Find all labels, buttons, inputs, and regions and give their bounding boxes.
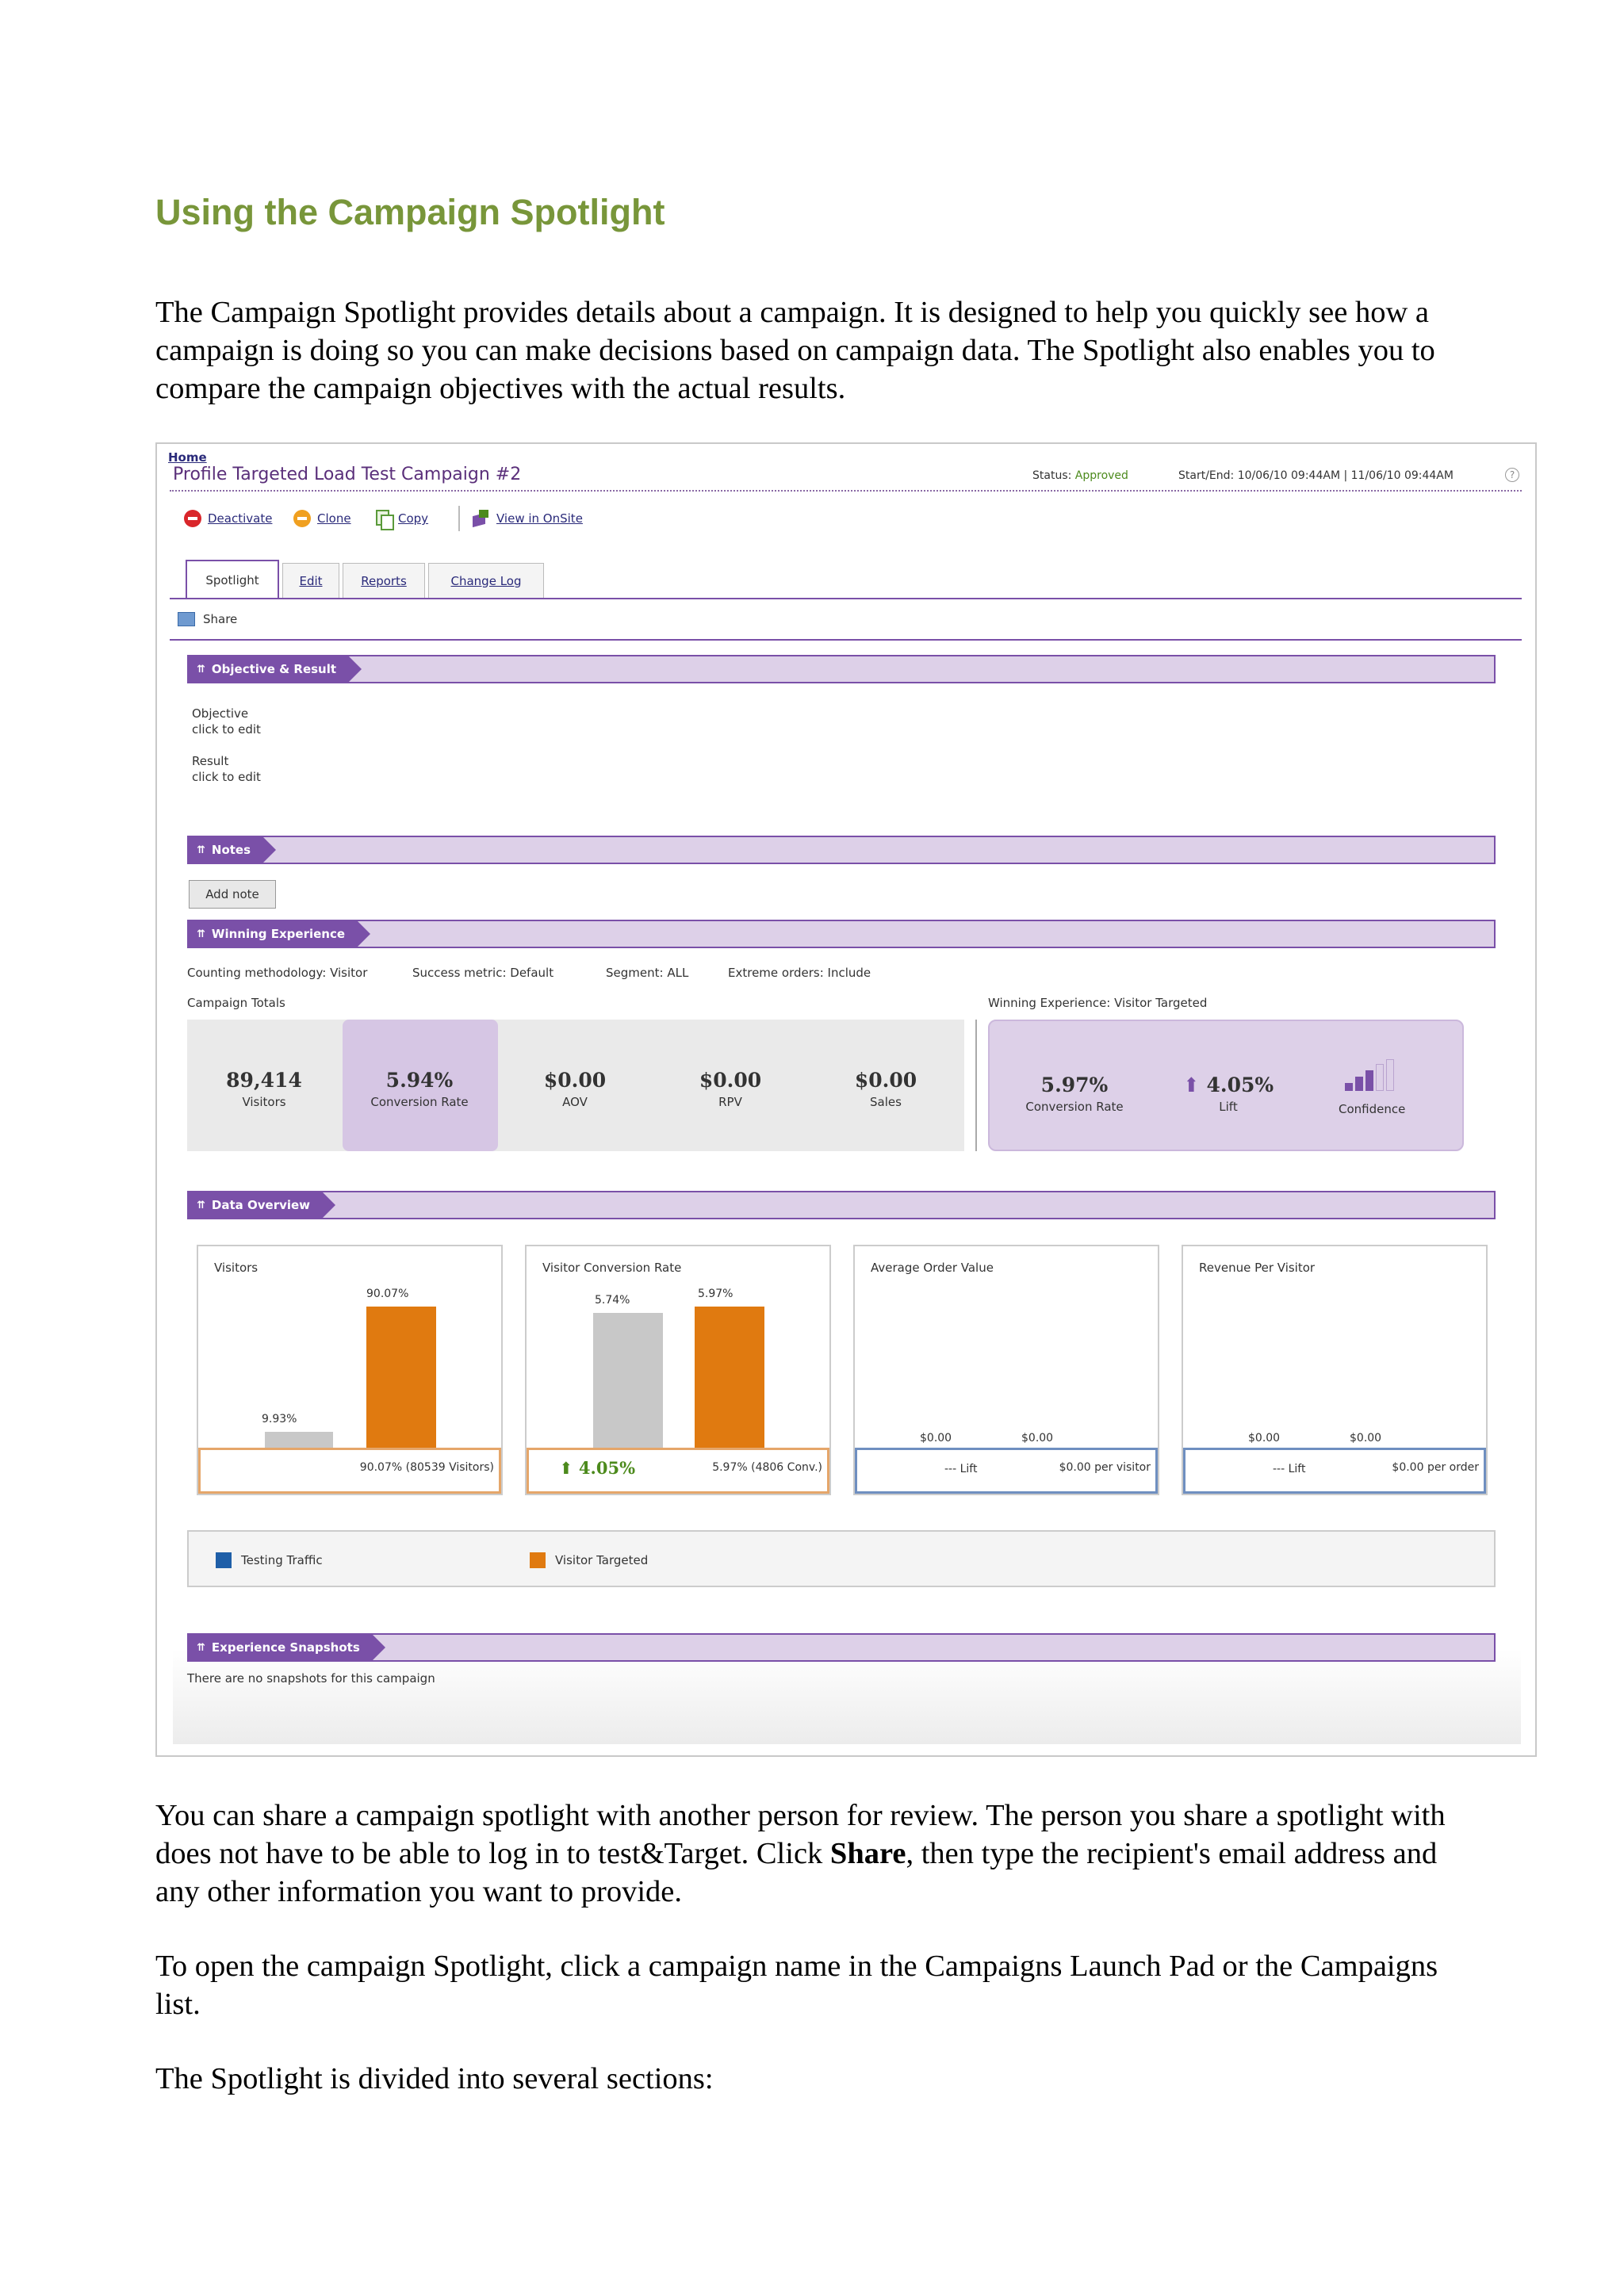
footer-lift: --- Lift <box>944 1463 978 1475</box>
share-text-post: , then type the recipient's email address and any other information you want to provide. <box>155 1837 1438 1908</box>
bar-label: 5.97% <box>698 1288 733 1300</box>
campaign-totals-label: Campaign Totals <box>187 996 285 1010</box>
section-label <box>189 1192 323 1218</box>
legend-label: Visitor Targeted <box>555 1553 649 1567</box>
metric-label: Visitors <box>242 1095 286 1109</box>
result-value[interactable]: click to edit <box>192 770 261 784</box>
sections-paragraph: The Spotlight is divided into several sections: <box>155 2062 714 2095</box>
footer-value: $0.00 per order <box>1392 1461 1479 1474</box>
section-title: Winning Experience <box>211 927 346 941</box>
panel-footer <box>855 1448 1158 1494</box>
close-button[interactable] <box>293 509 351 528</box>
share-label: Share <box>203 612 238 626</box>
winning-experience-box <box>988 1020 1464 1151</box>
chart-panel-conversion-rate <box>525 1245 831 1495</box>
bar-targeted <box>366 1307 436 1451</box>
chart-panel-rpv <box>1182 1245 1488 1495</box>
add-note-button[interactable]: Add note <box>189 880 276 909</box>
campaign-title: Profile Targeted Load Test Campaign #2 <box>173 465 522 484</box>
tab-change-log[interactable]: Change Log <box>428 563 544 598</box>
close-icon <box>293 510 311 527</box>
status <box>1032 469 1128 482</box>
bar-testing <box>593 1313 663 1451</box>
bar-label: $0.00 <box>1248 1432 1281 1445</box>
share-text-bold: Share <box>829 1837 906 1870</box>
view-icon <box>471 510 490 527</box>
panel-footer <box>527 1448 829 1494</box>
collapse-icon: ⇈ <box>197 1199 205 1211</box>
status-label: Status: <box>1032 469 1072 482</box>
toolbar-divider <box>458 506 460 531</box>
panel-footer <box>198 1448 501 1494</box>
chart-panel-aov <box>853 1245 1159 1495</box>
chart-panel-visitors <box>197 1245 503 1495</box>
date-range: Start/End: 10/06/10 09:44AM | 11/06/10 09:44AM <box>1178 469 1454 482</box>
panel-title: Visitors <box>214 1261 259 1275</box>
footer-value: 90.07% (80539 Visitors) <box>359 1461 494 1474</box>
metric-label: RPV <box>718 1095 742 1109</box>
collapse-icon: ⇈ <box>197 663 205 675</box>
metric-value: $0.00 <box>699 1069 762 1092</box>
winning-experience-label: Winning Experience: Visitor Targeted <box>988 996 1208 1010</box>
segment: Segment: ALL <box>606 966 689 980</box>
share-divider <box>170 639 1522 641</box>
share-icon <box>178 612 195 626</box>
objective-block <box>192 706 261 737</box>
campaign-totals <box>187 1020 964 1151</box>
header-divider <box>170 490 1522 492</box>
metric-label: Conversion Rate <box>370 1095 469 1109</box>
view-label: View in OnSite <box>496 511 583 526</box>
copy-button[interactable] <box>376 509 428 528</box>
share-paragraph <box>155 1797 1472 1911</box>
bar-label: $0.00 <box>1350 1432 1382 1445</box>
totals-divider <box>975 1020 977 1151</box>
copy-icon <box>376 510 392 527</box>
tab-edit[interactable]: Edit <box>282 563 339 598</box>
stop-icon <box>184 510 201 527</box>
legend-swatch <box>530 1552 546 1568</box>
metric-label: AOV <box>562 1095 588 1109</box>
objective-label: Objective <box>192 706 249 721</box>
section-winning-experience[interactable] <box>187 920 1496 948</box>
result-block <box>192 753 261 785</box>
metric-label: Conversion Rate <box>1025 1100 1124 1114</box>
close-label: Clone <box>317 511 351 526</box>
bar-label: 5.74% <box>595 1294 630 1307</box>
section-label <box>189 1635 373 1660</box>
lift-value: 4.05% <box>578 1458 636 1478</box>
collapse-icon: ⇈ <box>197 928 205 940</box>
section-objective-result[interactable] <box>187 655 1496 683</box>
panel-title: Revenue Per Visitor <box>1199 1261 1316 1275</box>
result-label: Result <box>192 754 229 768</box>
bar-label: $0.00 <box>1021 1432 1054 1445</box>
share-text-pre: You can share a campaign spotlight with another person for review. The person you share a spotlight with does not have to be able to log in to test&Target. Click <box>155 1799 1446 1870</box>
section-data-overview[interactable] <box>187 1191 1496 1219</box>
status-value: Approved <box>1074 469 1128 482</box>
metric-label: Sales <box>870 1095 902 1109</box>
section-title: Data Overview <box>211 1198 311 1212</box>
total-rpv <box>655 1069 806 1109</box>
winning-conversion-rate <box>999 1073 1150 1114</box>
help-icon[interactable]: ? <box>1505 468 1519 482</box>
bar-label: 9.93% <box>262 1413 297 1425</box>
section-title: Notes <box>211 843 251 857</box>
no-snapshots-text: There are no snapshots for this campaign <box>187 1671 435 1686</box>
bar-targeted <box>695 1307 764 1451</box>
metric-value: $0.00 <box>543 1069 607 1092</box>
chart-legend <box>187 1530 1496 1587</box>
tab-spotlight[interactable]: Spotlight <box>186 560 279 599</box>
confidence-bars-icon <box>1345 1059 1394 1091</box>
doc-title: Using the Campaign Spotlight <box>155 192 665 232</box>
legend-item-targeted <box>530 1552 648 1568</box>
legend-item-testing <box>216 1552 323 1568</box>
footer-value: 5.97% (4806 Conv.) <box>712 1461 822 1474</box>
collapse-icon: ⇈ <box>197 1641 205 1654</box>
tab-reports[interactable]: Reports <box>343 563 425 598</box>
winning-lift <box>1153 1073 1304 1114</box>
section-title: Objective & Result <box>211 662 337 676</box>
arrow-up-icon: ⬆ <box>1182 1073 1200 1096</box>
home-link[interactable]: Home <box>168 450 207 465</box>
tab-divider <box>170 598 1522 599</box>
metric-label: Lift <box>1219 1100 1238 1114</box>
metric-value: 4.05% <box>1206 1073 1274 1096</box>
spotlight-screenshot <box>155 442 1537 1757</box>
total-visitors <box>189 1069 339 1109</box>
legend-label: Testing Traffic <box>241 1553 323 1567</box>
panel-title: Average Order Value <box>871 1261 994 1275</box>
deactivate-label: Deactivate <box>208 511 273 526</box>
section-label <box>189 656 349 682</box>
objective-value[interactable]: click to edit <box>192 722 261 737</box>
counting-methodology: Counting methodology: Visitor <box>187 966 368 980</box>
footer-value: $0.00 per visitor <box>1059 1461 1151 1474</box>
total-sales <box>810 1069 961 1109</box>
section-label <box>189 837 263 863</box>
metric-value: 5.94% <box>385 1069 454 1092</box>
legend-swatch <box>216 1552 232 1568</box>
arrow-up-icon: ⬆ <box>559 1458 573 1478</box>
bar-label: $0.00 <box>920 1432 952 1445</box>
metric-value: 5.97% <box>1040 1073 1109 1096</box>
metric-value: 89,414 <box>226 1069 302 1092</box>
section-notes[interactable] <box>187 836 1496 864</box>
total-aov <box>500 1069 650 1109</box>
total-conversion-rate <box>344 1069 495 1109</box>
collapse-icon: ⇈ <box>197 844 205 856</box>
bar-label: 90.07% <box>366 1288 409 1300</box>
success-metric: Success metric: Default <box>412 966 554 980</box>
bottom-fade <box>173 1649 1521 1744</box>
open-paragraph: To open the campaign Spotlight, click a campaign name in the Campaigns Launch Pad or the Campaigns list. <box>155 1950 1438 2021</box>
footer-lift: --- Lift <box>1273 1463 1306 1475</box>
panel-title: Visitor Conversion Rate <box>542 1261 682 1275</box>
section-label <box>189 921 358 947</box>
metric-value: $0.00 <box>854 1069 917 1092</box>
intro-paragraph: The Campaign Spotlight provides details about a campaign. It is designed to help you quickly see how a campaign is doing so you can make decisions based on campaign data. The Spotlight also enables you to compare the campaign objectives with the actual results. <box>155 296 1435 405</box>
deactivate-button[interactable] <box>184 509 272 528</box>
footer-lift <box>559 1458 635 1478</box>
section-experience-snapshots[interactable] <box>187 1633 1496 1662</box>
share-button[interactable] <box>178 612 237 626</box>
section-title: Experience Snapshots <box>211 1640 360 1655</box>
extreme-orders: Extreme orders: Include <box>728 966 871 980</box>
view-onsite-button[interactable] <box>471 509 583 528</box>
confidence-label: Confidence <box>1339 1102 1406 1116</box>
panel-footer <box>1183 1448 1486 1494</box>
copy-label: Copy <box>398 511 429 526</box>
